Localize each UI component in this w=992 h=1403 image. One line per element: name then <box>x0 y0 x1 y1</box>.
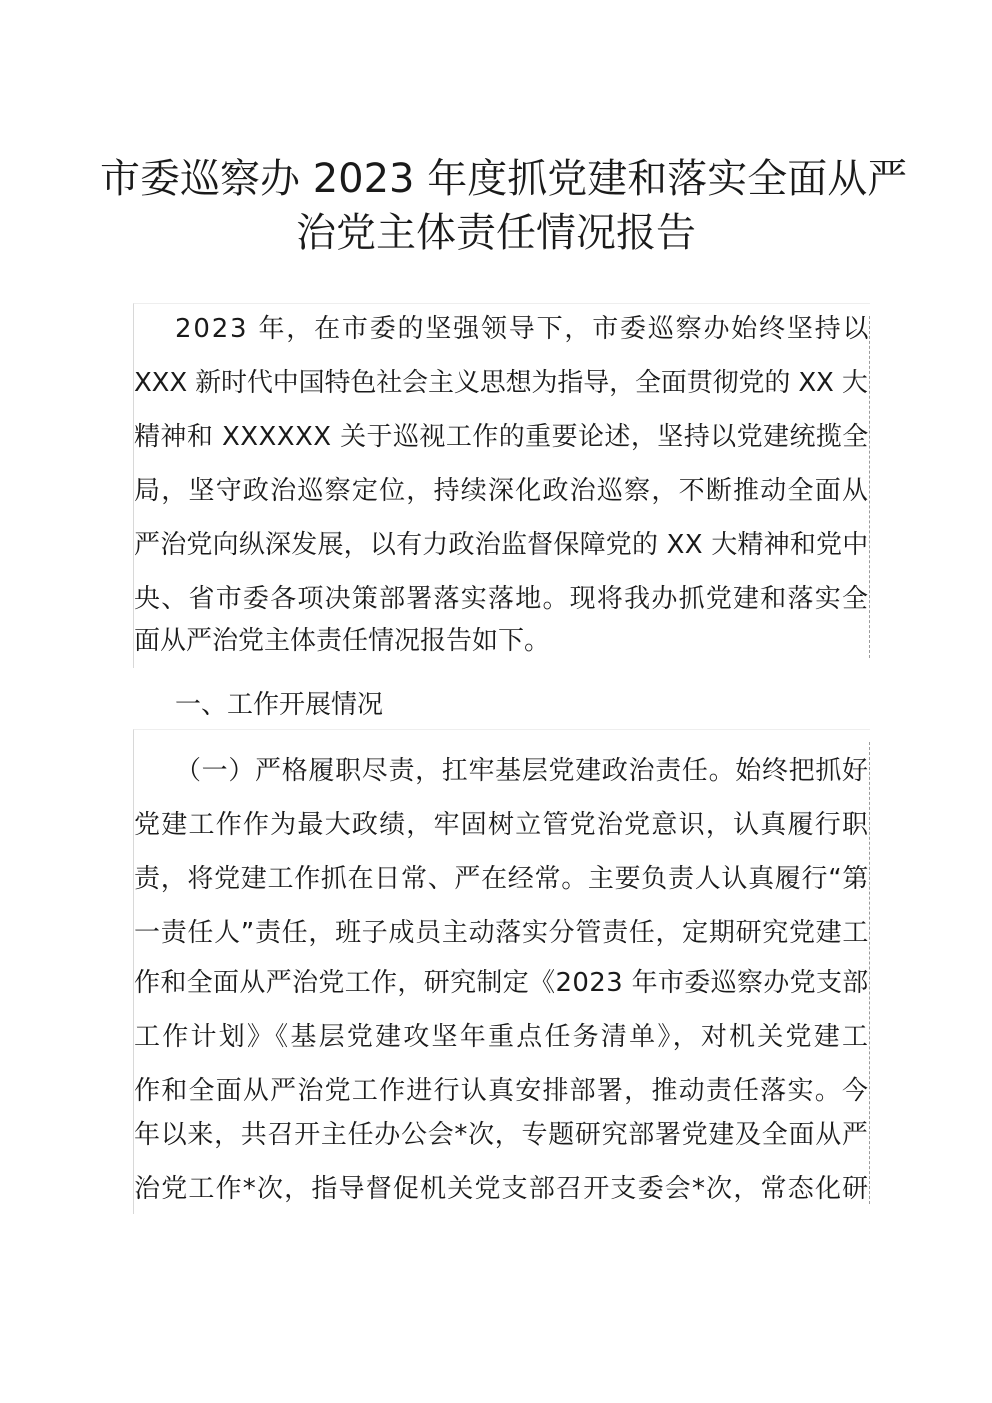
text-line: 作和全面从严治党工作，研究制定《2023 年市委巡察办党支部 <box>134 968 869 998</box>
title-line-1: 市委巡察办 2023 年度抓党建和落实全面从严 <box>100 156 908 202</box>
text-line: 工作计划》《基层党建攻坚年重点任务清单》，对机关党建工 <box>134 1022 871 1052</box>
text-line: XXX 新时代中国特色社会主义思想为指导，全面贯彻党的 XX 大 <box>134 368 868 398</box>
title-line-2: 治党主体责任情况报告 <box>296 210 696 256</box>
text-line: 严治党向纵深发展，以有力政治监督保障党的 XX 大精神和党中 <box>134 530 869 560</box>
text-line: 治党工作*次，指导督促机关党支部召开支委会*次，常态化研 <box>134 1174 870 1204</box>
section-heading: 一、工作开展情况 <box>175 690 384 720</box>
text-line: 年以来，共召开主任办公会*次，专题研究部署党建及全面从严 <box>134 1120 869 1150</box>
text-line: 作和全面从严治党工作进行认真安排部署，推动责任落实。今 <box>134 1076 870 1106</box>
text-line: 党建工作作为最大政绩，牢固树立管党治党意识，认真履行职 <box>134 810 870 840</box>
text-line: 局，坚守政治巡察定位，持续深化政治巡察，不断推动全面从 <box>134 476 870 506</box>
text-line: 责，将党建工作抓在日常、严在经常。主要负责人认真履行“第 <box>134 864 870 894</box>
text-line: 精神和 XXXXXX 关于巡视工作的重要论述，坚持以党建统揽全 <box>134 422 869 452</box>
text-line: 一责任人”责任，班子成员主动落实分管责任，定期研究党建工 <box>134 918 870 948</box>
text-line: 央、省市委各项决策部署落实落地。现将我办抓党建和落实全 <box>134 584 870 614</box>
document-title <box>100 152 908 260</box>
text-line: （一）严格履职尽责，扛牢基层党建政治责任。始终把抓好 <box>175 756 869 786</box>
intro-paragraph <box>133 303 870 668</box>
text-line: 面从严治党主体责任情况报告如下。 <box>134 626 551 656</box>
section-1-paragraph <box>133 729 870 1214</box>
text-line: 2023 年，在市委的坚强领导下，市委巡察办始终坚持以 <box>175 314 871 344</box>
